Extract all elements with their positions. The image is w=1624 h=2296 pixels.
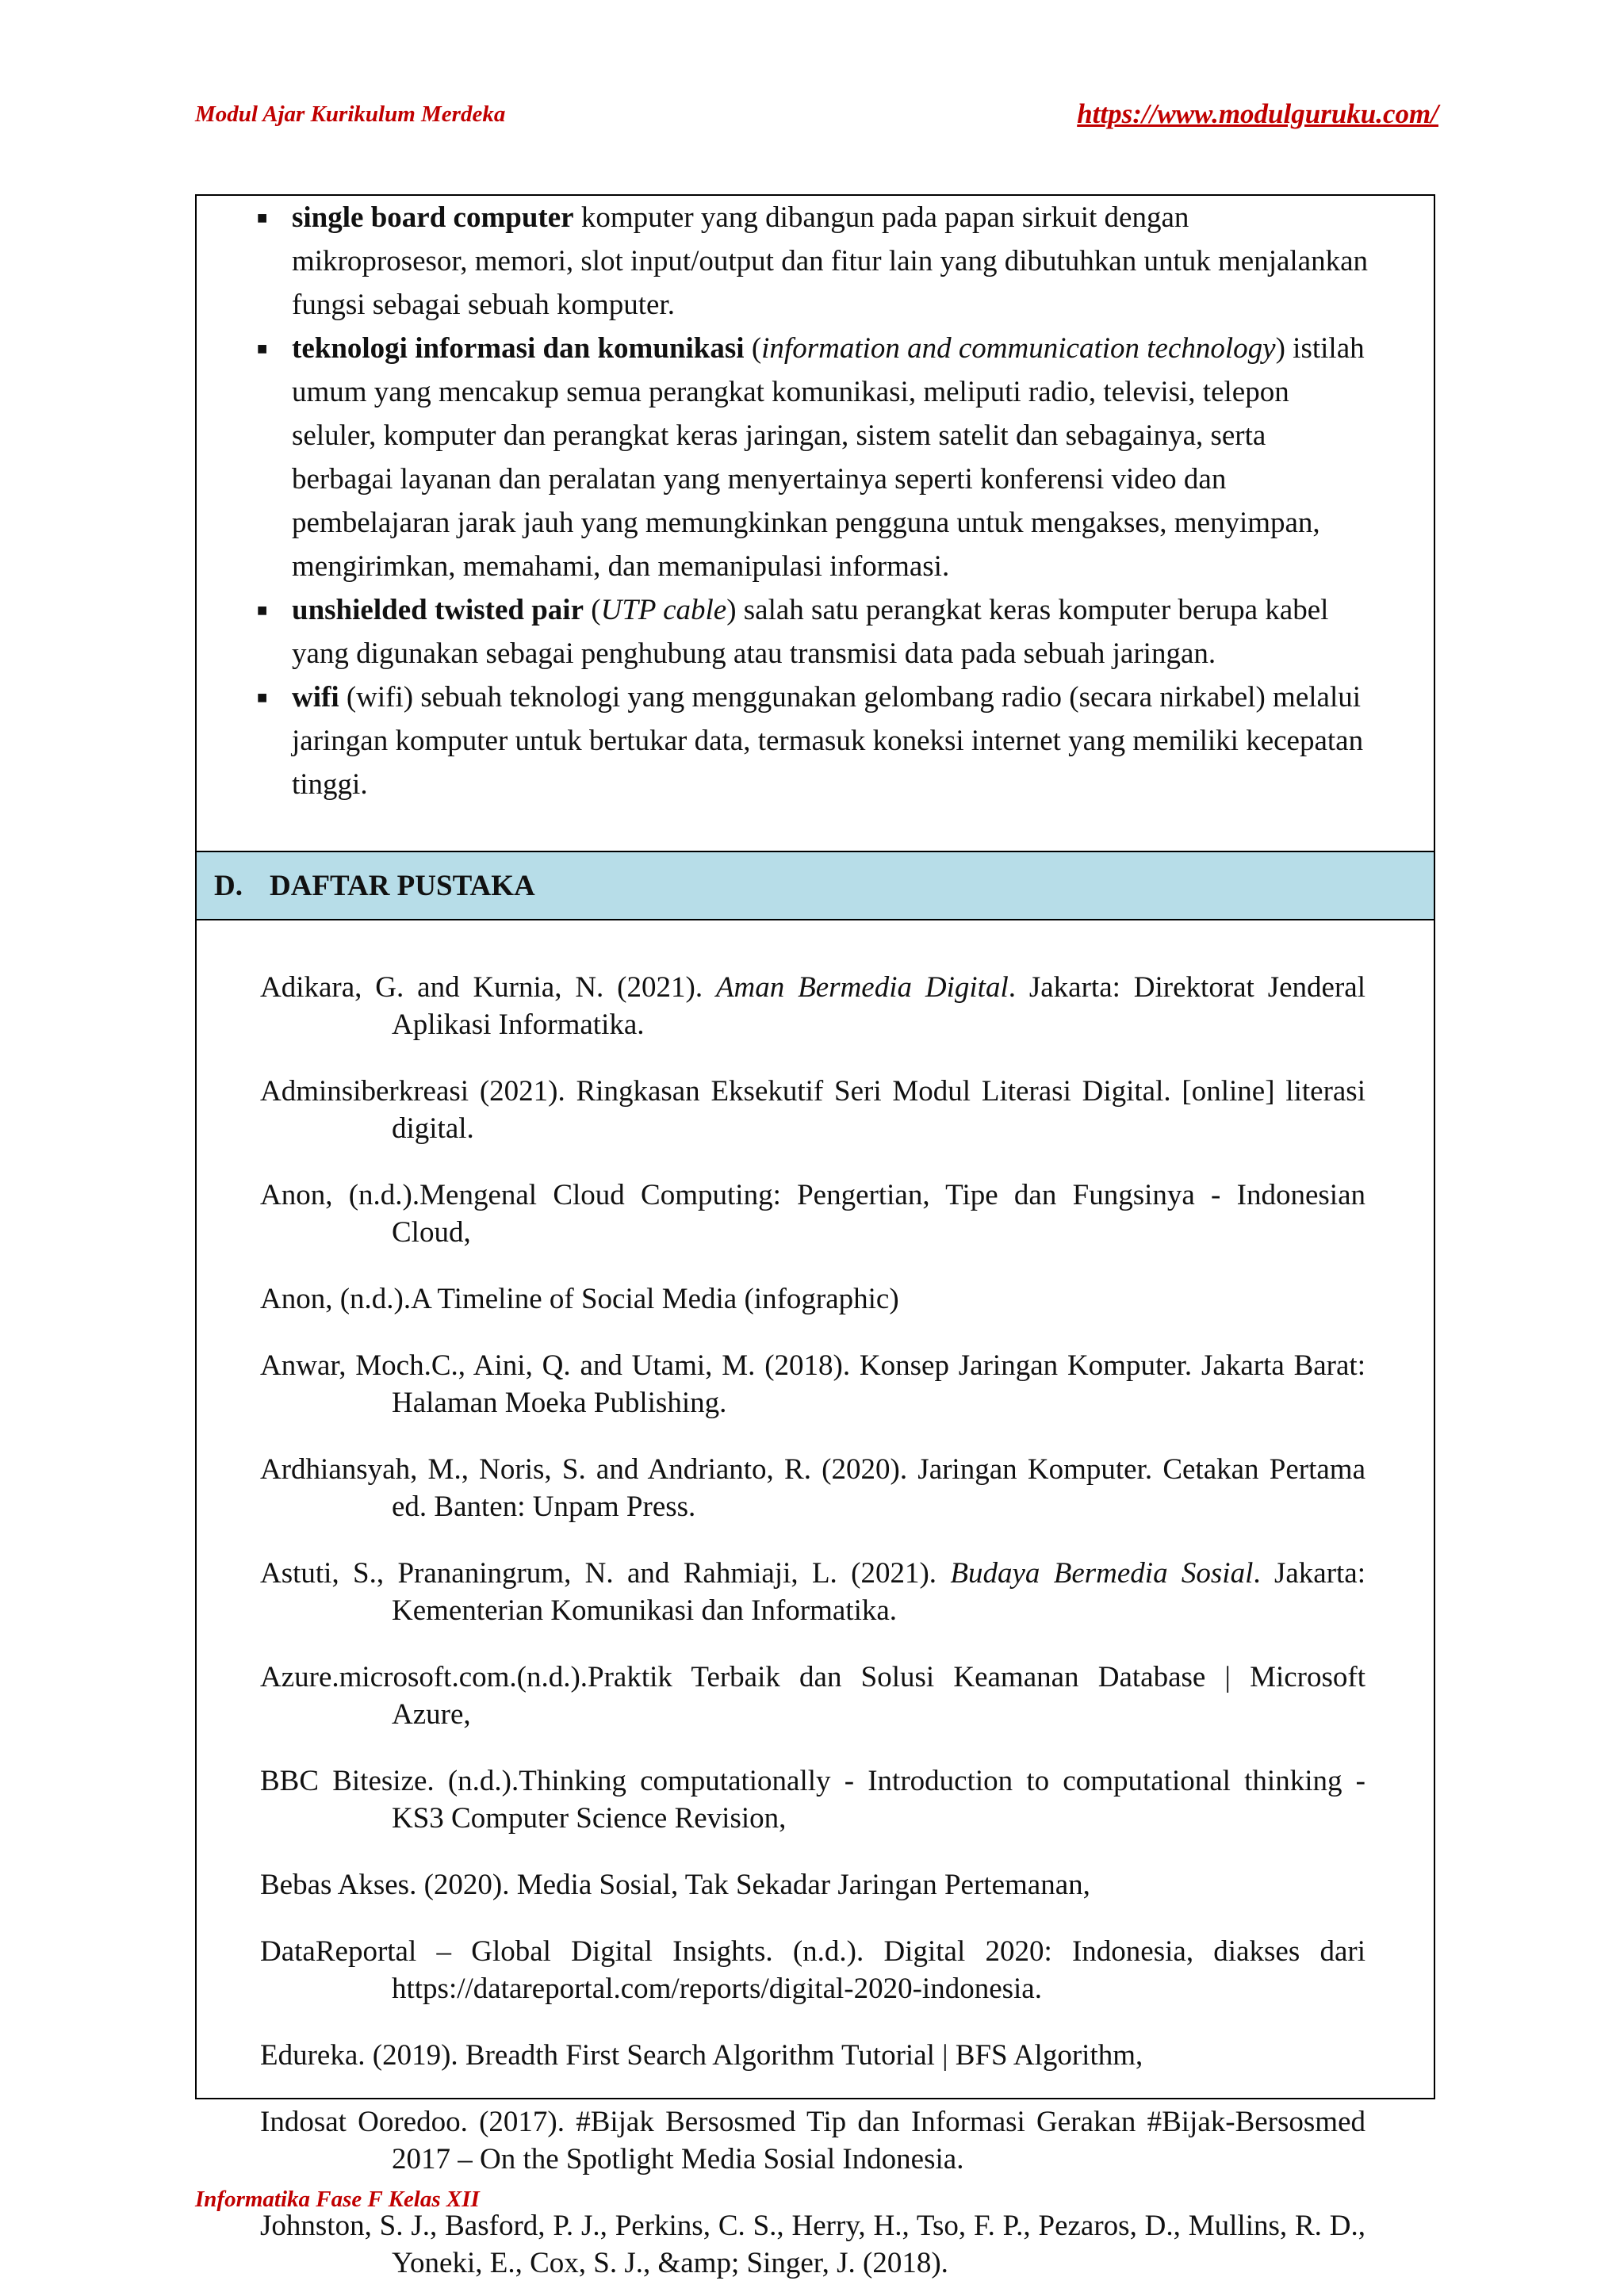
glossary-definition: (wifi) sebuah teknologi yang menggunakan gelombang radio (secara nirkabel) melalui jaringan komputer untuk bertukar data, termasuk koneksi internet yang memiliki kecepatan tinggi. (292, 681, 1364, 801)
reference-item: Bebas Akses. (2020). Media Sosial, Tak Sekadar Jaringan Pertemanan, (260, 1869, 1090, 1901)
footer-title: Informatika Fase F Kelas XII (195, 2187, 480, 2212)
reference-list (197, 920, 1434, 2282)
glossary-list (257, 196, 1370, 806)
glossary-term: single board computer (292, 201, 574, 234)
square-bullet-icon: ■ (257, 208, 268, 228)
glossary-text: ) (726, 594, 737, 626)
square-bullet-icon: ■ (257, 687, 268, 707)
glossary-definition: salah satu perangkat keras komputer berupa kabel yang digunakan sebagai penghubung atau transmisi data pada sebuah jaringan. (292, 594, 1329, 670)
glossary-item (257, 327, 1370, 588)
reference-item: BBC Bitesize. (n.d.).Thinking computationally - Introduction to computational thinking - KS3 Computer Science Revision, (260, 1765, 1365, 1835)
section-letter: D. (214, 869, 243, 902)
glossary-definition: komputer yang dibangun pada papan sirkuit dengan mikroprosesor, memori, slot input/output dan fitur lain yang dibutuhkan untuk menjalankan fungsi sebagai sebuah komputer. (292, 201, 1369, 321)
reference-item: Indosat Ooredoo. (2017). #Bijak Bersosmed Tip dan Informasi Gerakan #Bijak-Bersosmed 2017 – On the Spotlight Media Sosial Indonesia. (260, 2106, 1365, 2175)
square-bullet-icon: ■ (257, 600, 268, 620)
header-link[interactable]: https://www.modulguruku.com/ (1077, 98, 1438, 129)
glossary-definition: istilah umum yang mencakup semua perangkat komunikasi, meliputi radio, televisi, telepon seluler, komputer dan perangkat keras jaringan, sistem satelit dan sebagainya, serta berbagai layanan dan peralatan yang menyertainya seperti konferensi video dan pembelajaran jarak jauh yang memungkinkan pengguna untuk mengakses, menyimpan, mengirimkan, memahami, dan memanipulasi informasi. (292, 332, 1365, 583)
glossary-text: ( (584, 594, 601, 626)
glossary-italic: information and communication technology (761, 332, 1276, 365)
reference-item: Anon, (n.d.).A Timeline of Social Media (infographic) (260, 1283, 899, 1315)
header-title: Modul Ajar Kurikulum Merdeka (195, 101, 506, 127)
glossary-term: teknologi informasi dan komunikasi (292, 332, 745, 365)
reference-item: Johnston, S. J., Basford, P. J., Perkins, C. S., Herry, H., Tso, F. P., Pezaros, D., Mullins, R. D., Yoneki, E., Cox, S. J., &amp; Singer, J. (2018). (260, 2210, 1365, 2279)
glossary-text: ) (1275, 332, 1285, 365)
reference-item: Anwar, Moch.C., Aini, Q. and Utami, M. (2018). Konsep Jaringan Komputer. Jakarta Barat: Halaman Moeka Publishing. (260, 1349, 1365, 1419)
reference-item: Ardhiansyah, M., Noris, S. and Andrianto, R. (2020). Jaringan Komputer. Cetakan Pertama ed. Banten: Unpam Press. (260, 1453, 1365, 1523)
reference-item: Anon, (n.d.).Mengenal Cloud Computing: Pengertian, Tipe dan Fungsinya - Indonesian Cloud, (260, 1179, 1365, 1249)
reference-item: Edureka. (2019). Breadth First Search Algorithm Tutorial | BFS Algorithm, (260, 2039, 1143, 2072)
glossary-item (257, 196, 1370, 327)
section-title: DAFTAR PUSTAKA (270, 869, 535, 902)
square-bullet-icon: ■ (257, 339, 268, 358)
glossary-text (574, 201, 581, 234)
reference-item: Adikara, G. and Kurnia, N. (2021). Aman Bermedia Digital. Jakarta: Direktorat Jenderal Aplikasi Informatika. (260, 971, 1365, 1041)
reference-item: Adminsiberkreasi (2021). Ringkasan Eksekutif Seri Modul Literasi Digital. [online] literasi digital. (260, 1075, 1365, 1145)
glossary-section (197, 196, 1434, 851)
glossary-term: wifi (292, 681, 339, 714)
section-heading (197, 851, 1434, 920)
glossary-italic: UTP cable (600, 594, 727, 626)
glossary-item (257, 588, 1370, 675)
reference-item: DataReportal – Global Digital Insights. (n.d.). Digital 2020: Indonesia, diakses dari https://datareportal.com/reports/digital-2020-indonesia. (260, 1935, 1365, 2005)
reference-item: Azure.microsoft.com.(n.d.).Praktik Terbaik dan Solusi Keamanan Database | Microsoft Azure, (260, 1661, 1365, 1731)
glossary-text: ( (744, 332, 762, 365)
glossary-text (339, 681, 347, 714)
glossary-item (257, 675, 1370, 806)
glossary-term: unshielded twisted pair (292, 594, 584, 626)
reference-item: Astuti, S., Prananingrum, N. and Rahmiaji, L. (2021). Budaya Bermedia Sosial. Jakarta: Kementerian Komunikasi dan Informatika. (260, 1557, 1366, 1627)
